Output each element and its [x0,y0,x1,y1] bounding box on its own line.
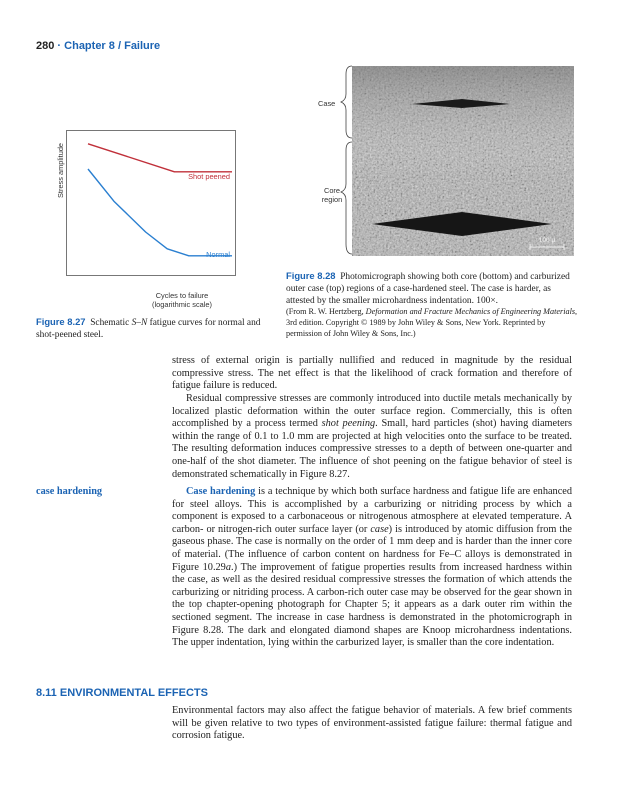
series-line-normal [88,169,232,256]
body-paragraph-2 [172,393,572,481]
chart-xlabel-line1: Cycles to failure [155,291,209,300]
legend-normal: Normal [206,250,230,259]
sn-fatigue-chart [66,130,236,276]
figure-8-28-caption [286,270,578,307]
para3-case: case [370,523,389,535]
figure-8-28-source [286,306,578,339]
para3-term: Case hardening [186,486,256,497]
fig28-source-book: Deformation and Fracture Mechanics of Engineering Materials [365,307,576,316]
fig28-caption-text: Photomicrograph showing both core (bottom) and carburized outer case (top) regions of a case-hardened steel. The case is harder, as attested by the smaller microhardness indentation. 100×. [286,272,570,306]
chart-ylabel: Stress amplitude [56,142,65,198]
body-paragraph-3 [172,486,572,650]
label-core-line2: region [321,195,343,204]
chapter-title: Failure [124,40,161,52]
para3-a: is a technique by which both surface hardness and fatigue life are enhanced for steel alloys. This is accomplished by a carburizing or nitriding process by which a component is exposed to a carbonaceous or nitrogenous atmosphere at elevated temperature. A carbon- or nitrogen-rich outer surface layer (or [172,486,572,535]
figure-8-27-label: Figure 8.27 [36,316,86,327]
fig27-caption-sn: S–N [131,318,148,328]
label-case: Case [318,99,336,108]
head-slash: / [117,40,122,52]
figure-8-28-label: Figure 8.28 [286,270,336,281]
body-paragraph-4: Environmental factors may also affect the fatigue behavior of materials. A few brief comments will be given relative to two types of environment-assisted fatigue failure: thermal fatigue and corrosion fatigue. [172,705,572,742]
chart-xlabel-line2: (logarithmic scale) [152,300,212,309]
head-separator: · [57,40,62,52]
series-line-shot-peened [88,144,232,172]
chapter-label: Chapter 8 [64,40,115,52]
page-number: 280 [36,40,55,52]
label-core-region [318,186,346,204]
figure-8-27-caption [36,316,276,341]
body-paragraph-1: stress of external origin is partially nullified and reduced in magnitude by the residual compressive stress. The net effect is that the likelihood of crack formation and therefore of fatigue failure is reduced. [172,355,572,392]
photomicrograph-image [352,66,574,256]
para3-c: .) The improvement of fatigue properties results from increased hardness within the case, as well as the desired residual compressive stresses the formation of which attends the carburizing or nitriding process. A carbon-rich outer case may be observed for the gear shown in the top chapter-opening photograph for Chapter 5; it appears as a dark outer rim within the sectioned segment. The increase in case hardness is demonstrated in the photomicrograph in Figure 8.28. The dark and elongated diamond shapes are Knoop microhardness indentations. The upper indentation, lying within the carburized layer, is smaller than the core indentation. [172,561,572,649]
fig27-caption-pre: Schematic [90,318,132,328]
para3-a-italic: a [225,561,231,573]
fig28-source-pre: (From R. W. Hertzberg, [286,307,366,316]
para2-post: . Small, hard particles (shot) having diameters within the range of 0.1 to 1.0 mm are projected at high velocities onto the surface to be treated. The resulting deformation induces compressive stresses to a depth of between one-quarter and one-half of the shot diameter. The influence of shot peening on the fatigue behavior of steel is demonstrated schematically in Figure 8.27. [172,418,572,480]
fig27-caption-post: fatigue curves for normal and shot-peened steel. [36,318,261,340]
chart-xlabel [120,291,244,309]
label-core-line1: Core [323,186,341,195]
fig28-source-post: , 3rd edition. Copyright © 1989 by John Wiley & Sons, New York. Reprinted by permission of John Wiley & Sons, Inc.) [286,307,578,338]
para3-b: ) is introduced by atomic diffusion from the gaseous phase. The case is normally on the order of 1 mm deep and is harder than the inner core of material. (The influence of carbon content on hardness for Fe–C alloys is demonstrated in Figure 10.29 [172,523,572,573]
legend-shot-peened: Shot peened [188,172,230,181]
para2-pre: Residual compressive stresses are commonly introduced into ductile metals mechanically by localized plastic deformation within the outer surface region. Commercially, this is often accomplished by a process termed [172,393,572,430]
running-head [36,40,160,52]
margin-glossary-term: case hardening [36,486,103,497]
section-heading: 8.11 ENVIRONMENTAL EFFECTS [36,687,208,699]
scale-bar-label: 100 μ [538,237,556,244]
para2-shot-peening: shot peening [321,418,376,430]
